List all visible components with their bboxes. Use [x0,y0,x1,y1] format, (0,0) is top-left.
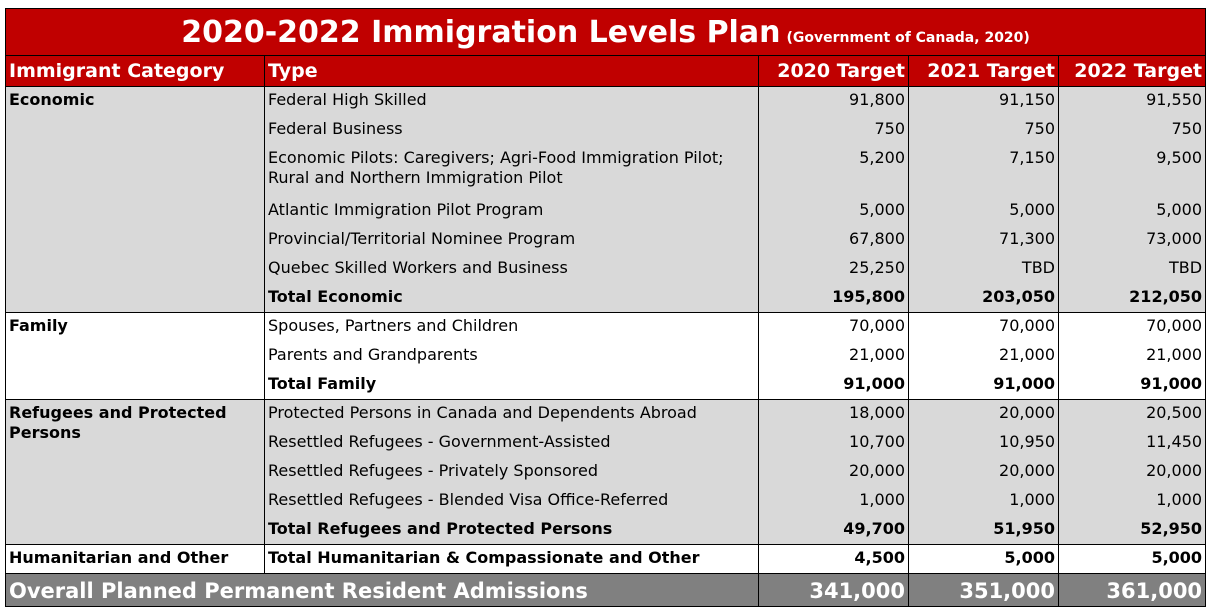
group-economic [6,87,1206,313]
category-cell: Refugees and Protected Persons [6,400,265,545]
value-2022: 70,000 [1059,313,1206,342]
header-category: Immigrant Category [6,56,265,87]
value-2022: 91,000 [1059,371,1206,400]
value-2022: 52,950 [1059,516,1206,545]
table-title [6,9,1206,56]
title-row [6,9,1206,56]
type-cell: Total Humanitarian & Compassionate and Other [265,545,759,574]
type-cell: Federal Business [265,116,759,145]
type-cell: Total Economic [265,284,759,313]
value-2020: 21,000 [759,342,909,371]
type-cell: Parents and Grandparents [265,342,759,371]
value-2021: 7,150 [909,145,1059,197]
value-2020: 5,000 [759,197,909,226]
category-cell: Economic [6,87,265,313]
value-2020: 25,250 [759,255,909,284]
value-2021: 70,000 [909,313,1059,342]
table-row [6,313,1206,342]
value-2020: 750 [759,116,909,145]
immigration-levels-table [5,8,1206,607]
value-2021: 71,300 [909,226,1059,255]
value-2022: 21,000 [1059,342,1206,371]
value-2022: 5,000 [1059,545,1206,574]
overall-2022: 361,000 [1059,574,1206,607]
value-2020: 91,800 [759,87,909,116]
type-cell: Total Refugees and Protected Persons [265,516,759,545]
value-2020: 70,000 [759,313,909,342]
header-2020-target: 2020 Target [759,56,909,87]
value-2021: 91,150 [909,87,1059,116]
value-2021: 1,000 [909,487,1059,516]
group-family [6,313,1206,400]
title-source: (Government of Canada, 2020) [786,29,1030,46]
value-2022: 9,500 [1059,145,1206,197]
value-2022: 73,000 [1059,226,1206,255]
group-humanitarian [6,545,1206,574]
title-main: 2020-2022 Immigration Levels Plan [181,14,781,50]
type-cell: Quebec Skilled Workers and Business [265,255,759,284]
value-2020: 67,800 [759,226,909,255]
value-2022: 750 [1059,116,1206,145]
category-cell: Family [6,313,265,400]
value-2022: 20,000 [1059,458,1206,487]
value-2020: 10,700 [759,429,909,458]
type-cell: Resettled Refugees - Government-Assisted [265,429,759,458]
value-2021: 20,000 [909,400,1059,429]
value-2020: 49,700 [759,516,909,545]
header-2021-target: 2021 Target [909,56,1059,87]
value-2021: 203,050 [909,284,1059,313]
value-2020: 91,000 [759,371,909,400]
value-2022: 1,000 [1059,487,1206,516]
header-row [6,56,1206,87]
type-cell: Total Family [265,371,759,400]
header-2022-target: 2022 Target [1059,56,1206,87]
type-cell: Provincial/Territorial Nominee Program [265,226,759,255]
value-2020: 18,000 [759,400,909,429]
type-cell: Economic Pilots: Caregivers; Agri-Food Immigration Pilot; Rural and Northern Immigration Pilot [265,145,759,197]
value-2021: 21,000 [909,342,1059,371]
value-2021: 5,000 [909,197,1059,226]
value-2020: 195,800 [759,284,909,313]
overall-row [6,574,1206,607]
immigration-plan-table-container [5,8,1205,607]
type-cell: Spouses, Partners and Children [265,313,759,342]
value-2021: 20,000 [909,458,1059,487]
value-2020: 1,000 [759,487,909,516]
value-2021: 750 [909,116,1059,145]
value-2022: 11,450 [1059,429,1206,458]
value-2020: 5,200 [759,145,909,197]
overall-label: Overall Planned Permanent Resident Admissions [6,574,759,607]
value-2020: 4,500 [759,545,909,574]
value-2021: 10,950 [909,429,1059,458]
category-cell: Humanitarian and Other [6,545,265,574]
table-row [6,87,1206,116]
value-2021: 51,950 [909,516,1059,545]
type-cell: Resettled Refugees - Blended Visa Office-Referred [265,487,759,516]
value-2022: 212,050 [1059,284,1206,313]
total-row [6,545,1206,574]
value-2021: 5,000 [909,545,1059,574]
value-2022: 5,000 [1059,197,1206,226]
value-2022: 20,500 [1059,400,1206,429]
value-2022: 91,550 [1059,87,1206,116]
type-cell: Resettled Refugees - Privately Sponsored [265,458,759,487]
value-2021: TBD [909,255,1059,284]
type-cell: Atlantic Immigration Pilot Program [265,197,759,226]
header-type: Type [265,56,759,87]
value-2020: 20,000 [759,458,909,487]
type-cell: Federal High Skilled [265,87,759,116]
table-row [6,400,1206,429]
overall-2020: 341,000 [759,574,909,607]
value-2022: TBD [1059,255,1206,284]
overall-2021: 351,000 [909,574,1059,607]
type-cell: Protected Persons in Canada and Dependents Abroad [265,400,759,429]
value-2021: 91,000 [909,371,1059,400]
group-refugees [6,400,1206,545]
